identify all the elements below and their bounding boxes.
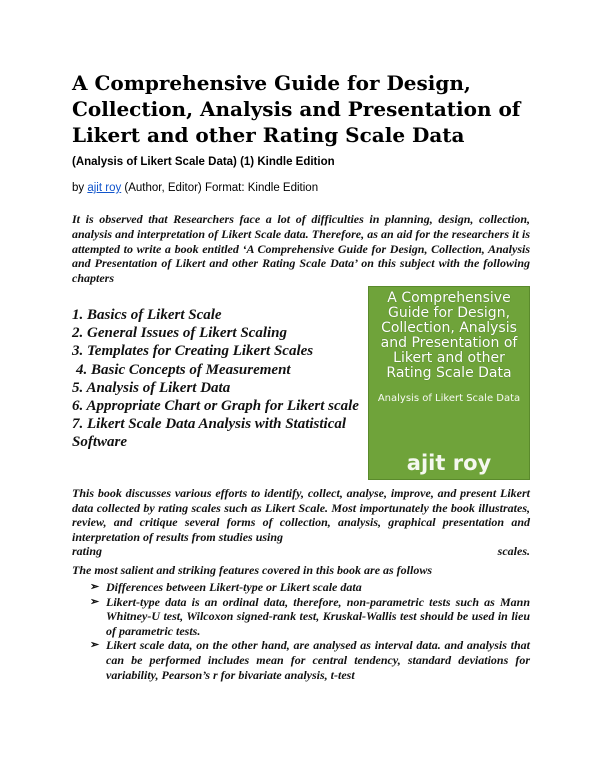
- chapter-list: [72, 306, 372, 452]
- cover-title: A Comprehensive Guide for Design, Collection, Analysis and Presentation of Likert and other Rating Scale Data: [380, 290, 518, 381]
- edition-subtitle: (Analysis of Likert Scale Data) (1) Kindle Edition: [72, 156, 335, 168]
- arrow-bullet-icon: ➢: [90, 581, 100, 593]
- arrow-bullet-icon: ➢: [90, 595, 100, 608]
- description-paragraph: [72, 486, 530, 559]
- features-intro: The most salient and striking features covered in this book are as follows: [72, 563, 433, 577]
- description-last-word-left: rating: [72, 544, 103, 559]
- arrow-bullet-icon: ➢: [90, 639, 100, 652]
- chapter-item: 2. General Issues of Likert Scaling: [72, 325, 288, 342]
- author-link[interactable]: ajit roy: [87, 182, 122, 194]
- feature-list: [90, 580, 530, 682]
- feature-item: [90, 580, 530, 595]
- book-cover-image: [368, 286, 530, 480]
- byline: [72, 182, 318, 194]
- book-title: A Comprehensive Guide for Design, Collection, Analysis and Presentation of Likert and other Rating Scale Data: [72, 71, 521, 147]
- byline-prefix: by: [72, 182, 88, 194]
- byline-suffix: (Author, Editor) Format: Kindle Edition: [121, 182, 319, 194]
- chapter-item: 7. Likert Scale Data Analysis with Statistical Software: [72, 416, 347, 451]
- feature-text: Differences between Likert-type or Likert scale data: [106, 580, 362, 594]
- description-body: This book discusses various efforts to identify, collect, analyse, improve, and present Likert data collected by rating scales such as Likert Scale. Most importunately the book illustrates, review, and critique several forms of collection, analysis, graphical presentation and interpretation of results from studies using: [72, 486, 530, 544]
- cover-author: ajit roy: [406, 451, 492, 475]
- feature-text: Likert-type data is an ordinal data, therefore, non-parametric tests such as Mann Whitney-U test, Wilcoxon signed-rank test, Kruskal-Wallis test should be used in lieu of parametric tests.: [106, 594, 530, 638]
- chapter-item: 3. Templates for Creating Likert Scales: [72, 343, 314, 360]
- description-last-line: [72, 544, 530, 559]
- feature-item: [90, 638, 530, 682]
- cover-subtitle: Analysis of Likert Scale Data: [377, 393, 521, 404]
- description-last-word-right: scales.: [497, 544, 530, 559]
- chapter-item: 5. Analysis of Likert Data: [72, 379, 231, 396]
- feature-item: [90, 595, 530, 639]
- chapter-item: 1. Basics of Likert Scale: [72, 307, 222, 323]
- chapter-item: 4. Basic Concepts of Measurement: [76, 361, 291, 378]
- intro-paragraph: It is observed that Researchers face a lot of difficulties in planning, design, collection, analysis and interpretation of Likert Scale data. Therefore, as an aid for the researchers it is attempted to write a book entitled ‘A Comprehensive Guide for Design, Collection, Analysis and Presentation of Likert and other Rating Scale Data’ on this subject with the following chapters: [72, 212, 530, 286]
- feature-text: Likert scale data, on the other hand, are analysed as interval data. and analysis that can be performed includes mean for central tendency, standard deviations for variability, Pearson’s r for bivariate analysis, t-test: [106, 638, 530, 682]
- chapter-item: 6. Appropriate Chart or Graph for Likert scale: [72, 398, 359, 415]
